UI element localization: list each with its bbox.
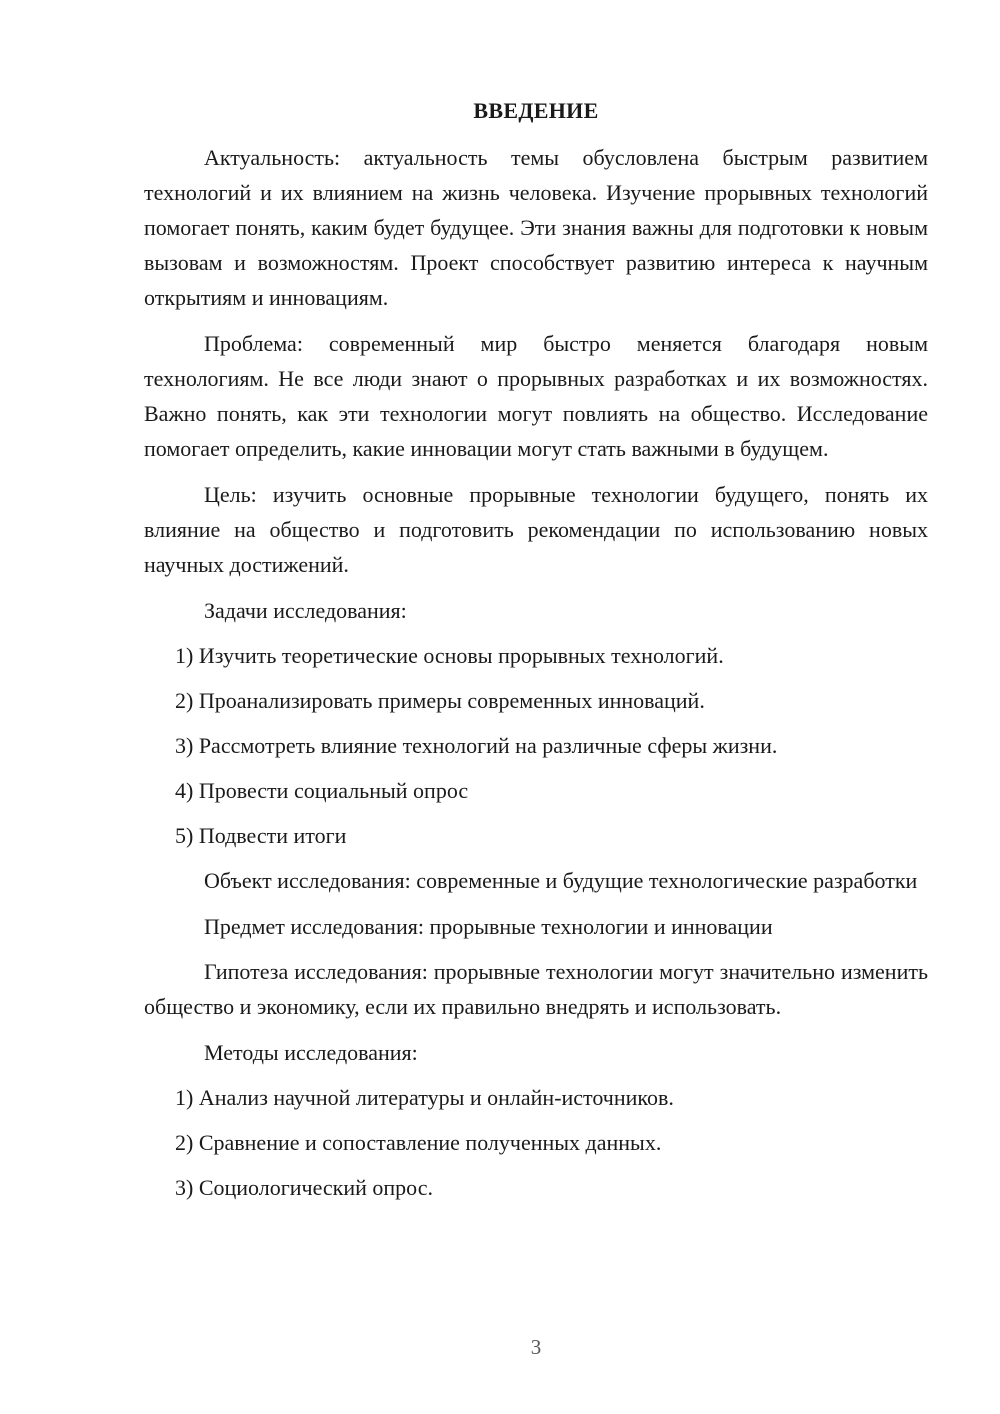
tasks-label: Задачи исследования: <box>204 598 407 623</box>
task-item: 5) Подвести итоги <box>175 823 347 848</box>
problem-paragraph: Проблема: современный мир быстро меняется благодаря новым технологиям. Не все люди знают о прорывных разработках и их возможностях. Важно понять, как эти технологии могут повлиять на общество. Исследование помогает определить, какие инновации могут стать важными в будущем. <box>144 331 928 461</box>
task-item: 4) Провести социальный опрос <box>175 778 469 803</box>
task-item: 1) Изучить теоретические основы прорывных технологий. <box>175 643 724 668</box>
page-title: ВВЕДЕНИЕ <box>473 98 599 123</box>
object-paragraph: Объект исследования: современные и будущие технологические разработки <box>204 868 918 893</box>
method-item: 2) Сравнение и сопоставление полученных данных. <box>175 1130 662 1155</box>
subject-paragraph: Предмет исследования: прорывные технологии и инновации <box>204 914 773 939</box>
method-item: 3) Социологический опрос. <box>175 1175 433 1200</box>
goal-paragraph: Цель: изучить основные прорывные технологии будущего, понять их влияние на общество и подготовить рекомендации по использованию новых научных достижений. <box>144 482 928 577</box>
page-number: 3 <box>530 1335 542 1359</box>
methods-label: Методы исследования: <box>204 1040 418 1065</box>
hypothesis-paragraph: Гипотеза исследования: прорывные технологии могут значительно изменить общество и экономику, если их правильно внедрять и использовать. <box>144 959 928 1019</box>
task-item: 2) Проанализировать примеры современных инноваций. <box>175 688 705 713</box>
relevance-paragraph: Актуальность: актуальность темы обусловлена быстрым развитием технологий и их влиянием на жизнь человека. Изучение прорывных технологий помогает понять, каким будет будущее. Эти знания важны для подготовки к новым вызовам и возможностям. Проект способствует развитию интереса к научным открытиям и инновациям. <box>144 145 928 310</box>
task-item: 3) Рассмотреть влияние технологий на различные сферы жизни. <box>175 733 778 758</box>
page-content <box>144 94 928 1215</box>
method-item: 1) Анализ научной литературы и онлайн-источников. <box>175 1085 674 1110</box>
